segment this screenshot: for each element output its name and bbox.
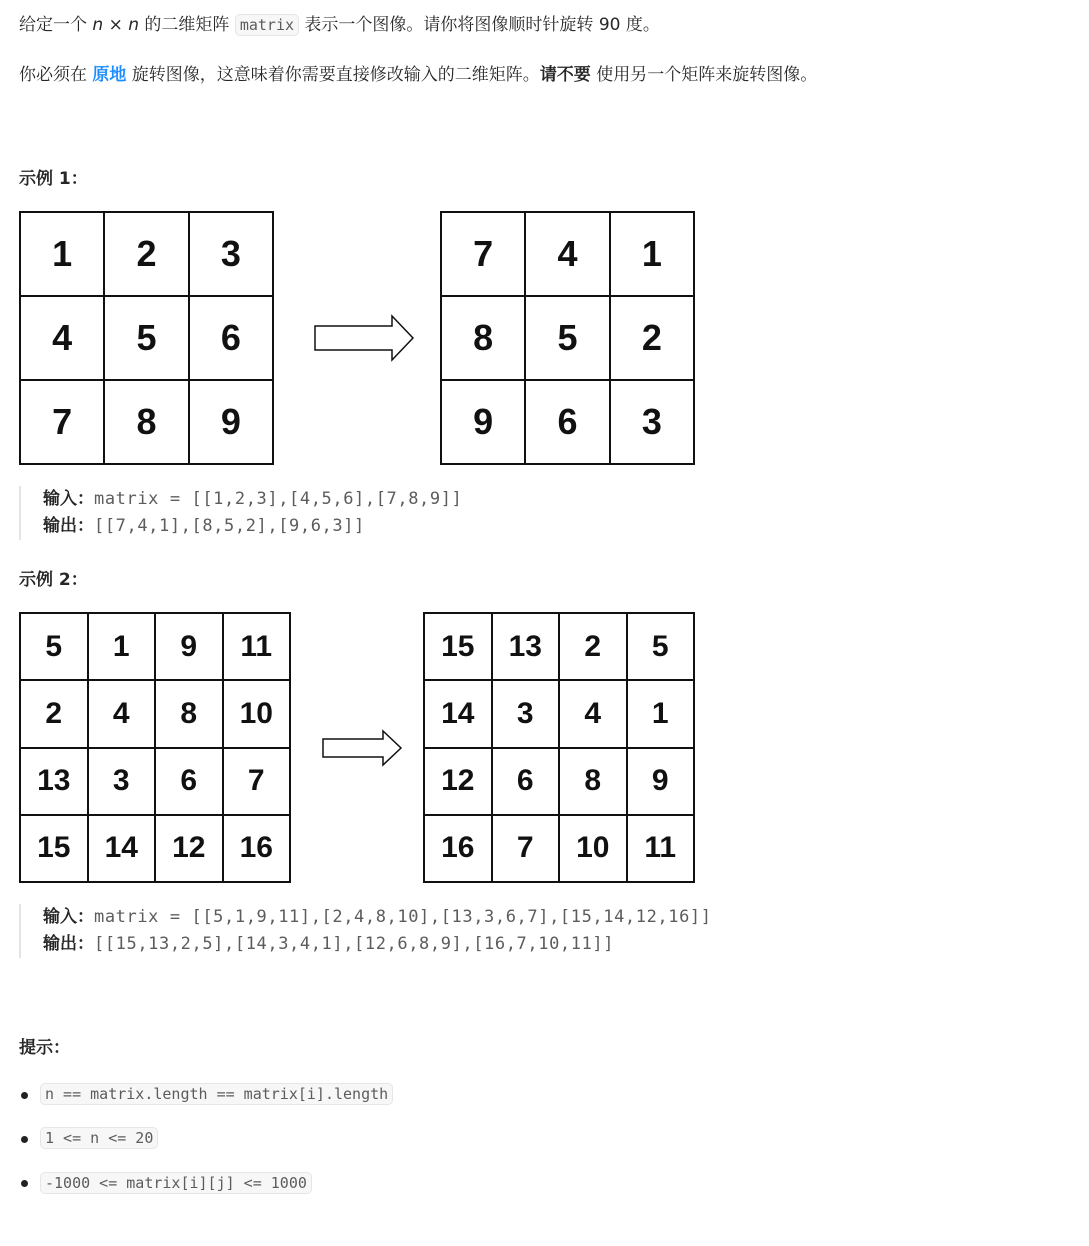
- example-2-output-grid: [423, 612, 695, 883]
- matrix-cell: 5: [104, 296, 188, 380]
- hint-item: [40, 1128, 158, 1148]
- intro-variable-n: n: [128, 15, 140, 35]
- matrix-cell: 6: [492, 748, 560, 815]
- output-value: [[15,13,2,5],[14,3,4,1],[12,6,8,9],[16,7,10,11]]: [94, 934, 615, 954]
- matrix-cell: 6: [189, 296, 273, 380]
- matrix-cell: 4: [88, 680, 156, 747]
- matrix-cell: 3: [88, 748, 156, 815]
- matrix-cell: 13: [492, 613, 560, 680]
- matrix-cell: 16: [223, 815, 291, 882]
- intro-variable-n: n: [92, 15, 104, 35]
- bullet-icon: [21, 1136, 28, 1143]
- matrix-cell: 10: [559, 815, 627, 882]
- intro-text: 旋转图像，这意味着你需要直接修改输入的二维矩阵。: [126, 65, 540, 85]
- input-value: matrix = [[5,1,9,11],[2,4,8,10],[13,3,6,7],[15,14,12,16]]: [94, 907, 712, 927]
- matrix-cell: 2: [559, 613, 627, 680]
- bullet-icon: [21, 1092, 28, 1099]
- matrix-cell: 14: [424, 680, 492, 747]
- matrix-cell: 4: [20, 296, 104, 380]
- matrix-cell: 7: [223, 748, 291, 815]
- matrix-cell: 3: [610, 380, 694, 464]
- bullet-icon: [21, 1180, 28, 1187]
- matrix-cell: 6: [525, 380, 609, 464]
- example-1-input-line: [43, 486, 462, 513]
- matrix-cell: 5: [627, 613, 695, 680]
- matrix-cell: 8: [104, 380, 188, 464]
- matrix-cell: 6: [155, 748, 223, 815]
- matrix-cell: 9: [627, 748, 695, 815]
- intro-text: 表示一个图像。请你将图像顺时针旋转 90 度。: [299, 15, 660, 35]
- matrix-cell: 10: [223, 680, 291, 747]
- matrix-cell: 5: [525, 296, 609, 380]
- intro-paragraph-1: [19, 13, 660, 37]
- matrix-cell: 13: [20, 748, 88, 815]
- intro-paragraph-2: [19, 63, 817, 87]
- example-2-io-block: [19, 904, 712, 958]
- intro-times: ×: [103, 15, 129, 35]
- matrix-cell: 3: [189, 212, 273, 296]
- output-label: 输出：: [43, 934, 94, 954]
- intro-text: 使用另一个矩阵来旋转图像。: [590, 65, 818, 85]
- input-label: 输入：: [43, 489, 94, 509]
- matrix-cell: 14: [88, 815, 156, 882]
- matrix-cell: 7: [441, 212, 525, 296]
- matrix-cell: 2: [20, 680, 88, 747]
- matrix-cell: 2: [104, 212, 188, 296]
- example-2-title: 示例 2：: [19, 570, 88, 590]
- hint-code: -1000 <= matrix[i][j] <= 1000: [40, 1172, 312, 1194]
- matrix-cell: 1: [610, 212, 694, 296]
- matrix-cell: 1: [20, 212, 104, 296]
- hint-item: [40, 1084, 393, 1104]
- arrow-right-icon: [312, 313, 418, 363]
- matrix-cell: 9: [441, 380, 525, 464]
- input-value: matrix = [[1,2,3],[4,5,6],[7,8,9]]: [94, 489, 463, 509]
- input-label: 输入：: [43, 907, 94, 927]
- matrix-cell: 12: [155, 815, 223, 882]
- matrix-cell: 12: [424, 748, 492, 815]
- matrix-cell: 16: [424, 815, 492, 882]
- example-1-io-block: [19, 486, 462, 540]
- matrix-cell: 4: [525, 212, 609, 296]
- matrix-cell: 15: [424, 613, 492, 680]
- matrix-cell: 7: [20, 380, 104, 464]
- emphasis-text: 请不要: [539, 65, 591, 85]
- matrix-cell: 5: [20, 613, 88, 680]
- in-place-link[interactable]: 原地: [92, 65, 127, 85]
- matrix-cell: 1: [627, 680, 695, 747]
- hint-code: 1 <= n <= 20: [40, 1127, 158, 1149]
- matrix-cell: 7: [492, 815, 560, 882]
- matrix-cell: 8: [559, 748, 627, 815]
- example-2-input-grid: [19, 612, 291, 883]
- example-1-input-grid: [19, 211, 274, 465]
- matrix-code: matrix: [235, 14, 299, 36]
- output-label: 输出：: [43, 516, 94, 536]
- hint-item: [40, 1173, 312, 1193]
- intro-text: 给定一个: [19, 15, 93, 35]
- output-value: [[7,4,1],[8,5,2],[9,6,3]]: [94, 516, 365, 536]
- matrix-cell: 15: [20, 815, 88, 882]
- example-2-output-line: [43, 931, 712, 958]
- intro-text: 的二维矩阵: [139, 15, 235, 35]
- matrix-cell: 9: [189, 380, 273, 464]
- matrix-cell: 9: [155, 613, 223, 680]
- matrix-cell: 8: [155, 680, 223, 747]
- hints-title: 提示：: [19, 1038, 70, 1058]
- example-2-input-line: [43, 904, 712, 931]
- arrow-right-icon: [320, 728, 406, 768]
- hint-code: n == matrix.length == matrix[i].length: [40, 1083, 393, 1105]
- example-1-output-line: [43, 513, 462, 540]
- matrix-cell: 3: [492, 680, 560, 747]
- matrix-cell: 4: [559, 680, 627, 747]
- matrix-cell: 2: [610, 296, 694, 380]
- matrix-cell: 8: [441, 296, 525, 380]
- intro-text: 你必须在: [19, 65, 93, 85]
- matrix-cell: 1: [88, 613, 156, 680]
- matrix-cell: 11: [627, 815, 695, 882]
- matrix-cell: 11: [223, 613, 291, 680]
- example-1-title: 示例 1：: [19, 169, 88, 189]
- example-1-output-grid: [440, 211, 695, 465]
